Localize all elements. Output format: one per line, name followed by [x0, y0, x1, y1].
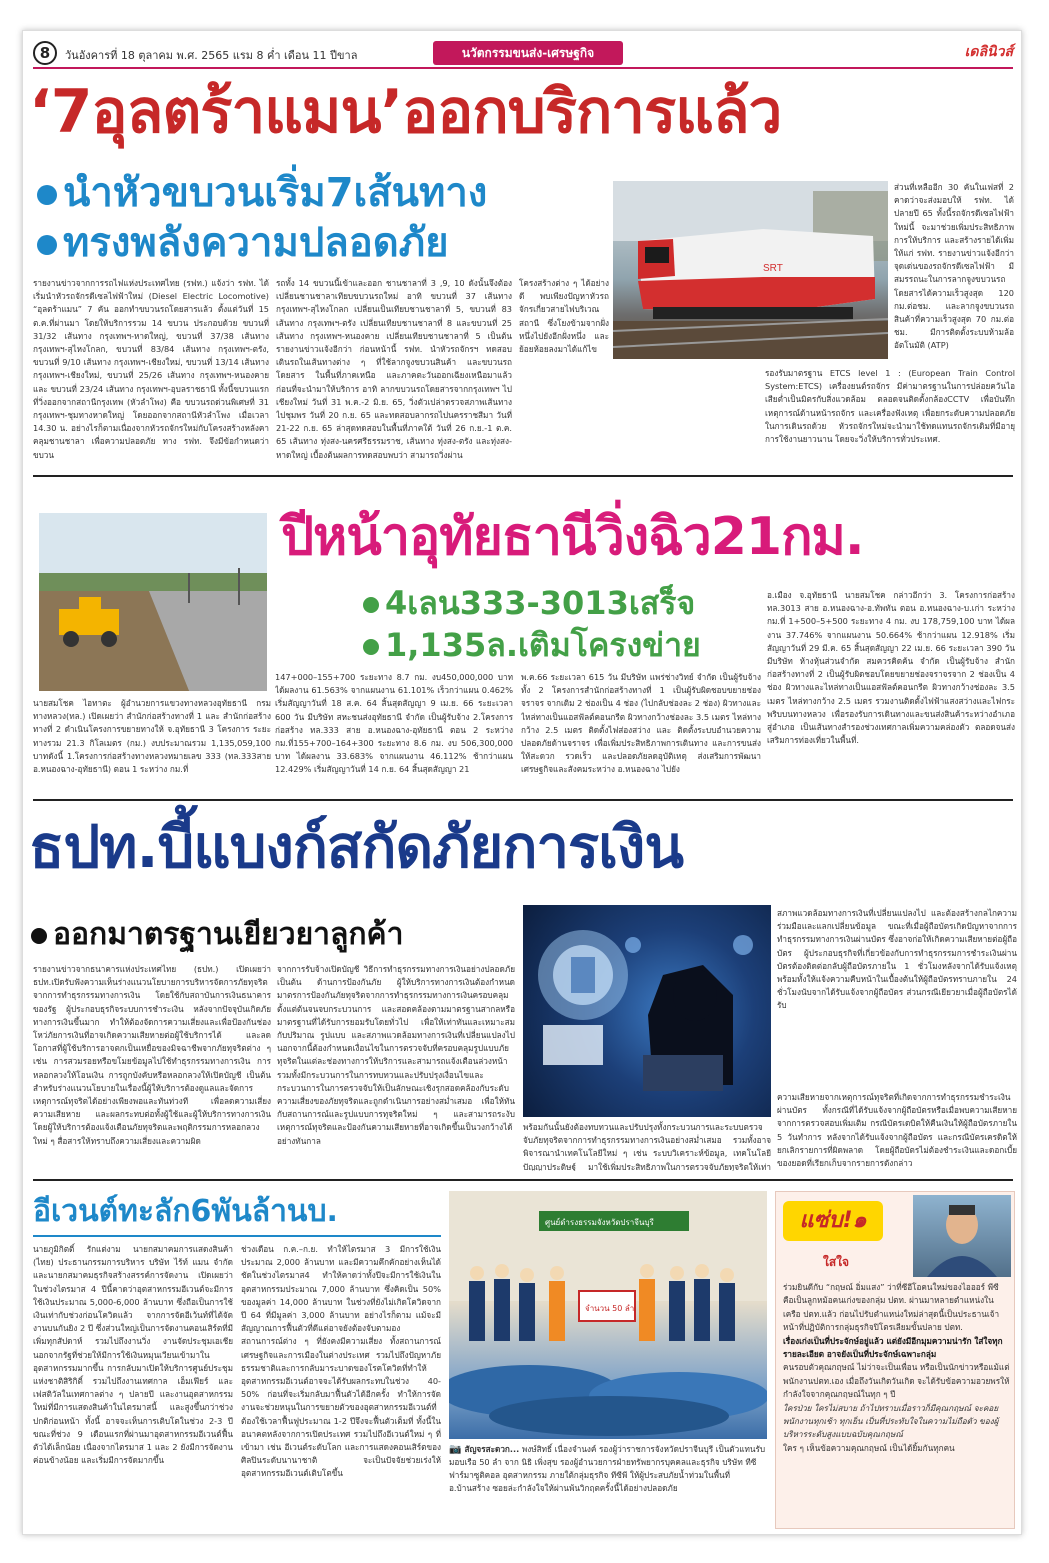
bullet-icon — [37, 185, 57, 205]
date-line: วันอังคารที่ 18 ตุลาคม พ.ศ. 2565 แรม 8 ค่ำ เดือน 11 ปีขาล — [65, 49, 358, 62]
bullet-icon — [31, 928, 47, 944]
photo-caption-lead: สัญจรสะดวก... — [464, 1444, 520, 1454]
story1-column-2: รถทั้ง 14 ขบวนนี้เข้าและออก ชานชาลาที่ 3 ,9, 10 ดังนั้นจึงต้องเปลี่ยนชานชาลาเทียบขบวนรถใหม่ อาทิ ขบวนที่ 37 เส้นทาง กรุงเทพฯ-สุไหงโกลก เปลี่ยนเป็นเทียบชานชาลาที่ 5, ขบวนที่ 83 เส้นทาง กรุงเทพฯ-ตรัง เปลี่ยนเทียบชานชาลาที่ 8 และขบวนที่ 25 เส้นทาง กรุงเทพฯ-หนองคาย เปลี่ยนเทียบชานชาลาที่ 5 เป็นต้น รายงานข่าวแจ้งอีกว่า ก่อนหน้านี้ รฟท. นำหัวรถจักรฯ ทดสอบเดินรถในเส้นทางต่าง ๆ ที่ใช้ลากจูงขบวนสินค้า และขบวนรถโดยสาร ในพื้นที่ภาคเหนือ และภาคตะวันออกเฉียงเหนือมาแล้ว ก่อนที่จะนำมาให้บริการ อาทิ ลากขบวนรถโดยสารจากกรุงเทพฯ ไปเชียงใหม่ วันที่ 31 พ.ค.-2 มิ.ย. 65, วิ่งตัวเปล่าตรวจสภาพเส้นทางไปชุมพร วันที่ 20 ก.ย. 65 และทดสอบลากรถไปนครราชสีมา วันที่ 21-22 ก.ย. 65 ล่าสุดทดสอบในพื้นที่ภาคใต้ วันที่ 26 ก.ย.-1 ต.ค. 65 เส้นทาง ทุ่งสง-นครศรีธรรมราช, เส้นทาง ทุ่งสง-ตรัง และทุ่งสง-หาดใหญ่ เบื้องต้นผลการทดสอบพบว่า สามารถวิ่งผ่าน — [276, 278, 512, 460]
executive-portrait — [913, 1195, 1011, 1277]
story2-column-3: พ.ค.66 ระยะเวลา 615 วัน มีบริษัท แพร่ช่างวิทย์ จำกัด เป็นผู้รับจ้าง ทั้ง 2 โครงการสำนักก่อสร้างทางที่ 1 เป็นผู้รับผิดชอบขยายช่องจราจร จากเดิม 2 ช่องเป็น 4 ช่อง (ไปกลับช่องละ 2 ช่อง) ผิวทางและไหล่ทางเป็นแอสฟัลต์คอนกรีต ผิวทางกว้างช่องละ 3.5 เมตร ไหล่ทางกว้าง 2.5 เมตร ติดตั้งไฟส่องสว่าง และ ติดตั้งระบบอำนวยความปลอดภัยด้านจราจร เพื่อเพิ่มประสิทธิภาพการเดินทาง และการขนส่งให้สะดวก รวดเร็ว และปลอดภัยลดอุบัติเหตุ ส่งเสริมการพัฒนาเศรษฐกิจและสังคมระหว่าง อ.หนองฉาง ไปยัง — [521, 672, 761, 775]
loco-label: SRT — [763, 263, 783, 274]
story2-column-4: อ.เมือง จ.อุทัยธานี นายสมโชค กล่าวอีกว่า 3. โครงการก่อสร้าง ทล.3013 สาย อ.หนองฉาง-อ.ทัพทัน ตอน อ.หนองฉาง-บ.เก่า ระหว่าง กม.ที่ 1+500–5+500 ระยะทาง 4 กม. งบ 178,759,100 บาท ได้ผลงาน 37.746% จากแผนงาน 50.664% ช้ากว่าแผน 12.918% เริ่มสัญญาวันที่ 29 มี.ค. 65 สิ้นสุดสัญญา 22 เม.ย. 66 ระยะเวลา 390 วัน มีบริษัท ห้างหุ้นส่วนจำกัด สมควรคิดค้น จำกัด เป็นผู้รับจ้าง สำนักก่อสร้างทางที่ 2 เป็นผู้รับผิดชอบโดยขยายช่องจราจรจาก 2 ช่องเป็น 4 ช่อง ผิวทางและไหล่ทางเป็นแอสฟัลต์คอนกรีต ผิวทางกว้างช่องละ 3.5 เมตร ไหล่ทางกว้าง 2.5 เมตร รวมงานติดตั้งไฟฟ้าแสงสว่างและไฟกระพริบบนทางหลวง เพื่อรองรับการเดินทางและขนส่งสินค้าระหว่างอำเภอสู่อำเภอ เป็นเส้นทางสำรองช่วงเทศกาลเพิ่มความคล่องตัว ตลอดจนส่งเสริมการท่องเที่ยวในพื้นที่. — [767, 590, 1015, 746]
story2-subhead-2-text: 1,135ล.เติมโครงข่าย — [385, 626, 701, 664]
story3-column-2: จากการรับจ้างเปิดบัญชี วิธีการทำธุรกรรมทางการเงินอย่างปลอดภัย เป็นต้น ด้านการป้องกันภัย ผู้ให้บริการทางการเงินต้องกำหนดมาตรการป้องกันภัยทุจริตจากการทำธุรกรรมทางการเงินครอบคลุมตั้งแต่ต้นจนจบกระบวนการ และสอดคล้องตามมาตรฐานสากลหรือมาตรฐานที่ได้รับการยอมรับโดยทั่วไป เพื่อให้เท่าทันและเหมาะสมกับปริมาณ รูปแบบ และสภาพแวดล้อมทางการเงินที่เปลี่ยนแปลงไป นอกจากนี้ต้องกำหนดเงื่อนไขในการตรวจจับที่ครอบคลุมรูปแบบภัยทุจริตในแต่ละช่องทางการให้บริการและสามารถแจ้งเตือนล่วงหน้า รวมทั้งมีกระบวนการในการทบทวนและปรับปรุงเงื่อนไขและกระบวนการในการตรวจจับให้เป็นลักษณะเชิงรุกสอดคล้องกับระดับความเสี่ยงของภัยทุจริตและถูกดำเนินการอย่างสม่ำเสมอ เพื่อให้ทันกับสถานการณ์และรูปแบบการทุจริตใหม่ ๆ และสามารถระงับเหตุการณ์ทุจริตและป้องกันความเสียหายที่อาจเกิดขึ้นเป็นวงกว้างได้อย่างทันกาล — [277, 964, 515, 1146]
cyber-fraud-photo — [523, 905, 771, 1117]
story4-column-1: นายภูมิกิตติ์ รักแต่งาม นายกสมาคมการแสดงสินค้า (ไทย) ประธานกรรมการบริหาร บริษัท ไร้ท์ แมน จำกัด และนายกสมาคมธุรกิจสร้างสรรค์การจัดงาน เปิดเผยว่า ในช่วงไตรมาส 4 ปีนี้คาดว่าอุตสาหกรรมอีเวนต์จะมีการใช้เงินประมาณ 5,000-6,000 ล้านบาท ซึ่งถือเป็นการใช้เงินเท่ากับช่วงก่อนโควิดแล้ว จากการจัดอีเว้นท์ที่ได้จัดงานบนกันยิง 2 ปี ซึ่งส่วนใหญ่เป็นการจัดงานคอนเสิร์ตที่มีเพิ่มทุกสัปดาห์ รวมไปถึงงานวิ่ง งานจัดประชุมเอเชียนอกจากรัฐที่ช่วยให้มีการใช้เงินหมุนเวียนเข้ามาในอุตสาหกรรมมากขึ้น การกลับมาเปิดให้บริการศูนย์ประชุมแห่งชาติสิริกิติ์ รวมไปถึงงานเทศกาล เอ็มเฟียร์ และเฟสติวัลในเทศกาลต่าง ๆ ปลายปี และงานอุตสาหกรรมใหม่ที่มีการแสดงสินค้าในไตรมาสนี้ และสูงขึ้นกว่าช่วงปกติก่อนหน้า ทั้งนี้ อาจจะเห็นการเติบโตในช่วง 2-3 ปี ขณะที่ช่วง 9 เดือนแรกที่ผ่านมาอุตสาหกรรมอีเวนต์ฟื้นตัวได้เล็กน้อย เนื่องจากไตรมาส 1 และ 2 ยังมีการจัดงานค่อนข้างน้อย และเริ่มมีการจัดมากขึ้น — [33, 1244, 233, 1466]
story1-subhead-2-text: ทรงพลังความปลอดภัย — [63, 220, 449, 266]
story2-column-2: 147+000–155+700 ระยะทาง 8.7 กม. งบ450,000,000 บาท ได้ผลงาน 61.563% จากแผนงาน 61.101% เร็วกว่าแผน 0.462% เริ่มสัญญาวันที่ 18 ส.ค. 64 สิ้นสุดสัญญา 9 เม.ย. 66 ระยะเวลา 600 วัน มีบริษัท สหะชนส่งอุทัยธานี จำกัด เป็นผู้รับจ้าง 2.โครงการก่อสร้าง ทล.333 สาย อ.หนองฉาง-อุทัยธานี ตอน 2 ระหว่าง กม.ที่155+700–164+300 ระยะทาง 8.6 กม. งบ 506,300,000 บาท ได้ผลงาน 33.683% จากแผนงาน 46.112% ช้ากว่าแผน 12.429% เริ่มสัญญาวันที่ 14 ก.ย. 64 สิ้นสุดสัญญา 21 — [275, 672, 513, 775]
donation-check: จำนวน 50 ลำ — [585, 1304, 635, 1313]
divider — [33, 1179, 1013, 1181]
story4-column-2: ช่วงเดือน ก.ค.–ก.ย. ทำให้ไตรมาส 3 มีการใช้เงินประมาณ 2,000 ล้านบาท และมีความคึกคักอย่างเห็นได้ชัดในช่วงไตรมาส4 ทำให้คาดว่าทั้งปีจะมีการใช้เงินในอุตสาหกรรมประมาณ 7,000 ล้านบาท ซึ่งคิดเป็น 50% ของมูลค่า 14,000 ล้านบาท ในช่วงที่ยังไม่เกิดโควิดจากปี 64 ที่มีมูลค่า 3,000 ล้านบาท อย่างไรก็ตาม แม้จะมีสัญญาณการฟื้นตัวที่ดีแต่อาจยังต้องจับตามองสถานการณ์ต่าง ๆ ที่ยังคงมีความเสี่ยง ทั้งสถานการณ์เศรษฐกิจและการเมืองในต่างประเทศ รวมไปถึงปัญหาภัยธรรมชาติและการกลับมาระบาดของโรคโควิดที่ทำให้อุตสาหกรรมอีเวนต์อาจจะได้รับผลกระทบในช่วง 40-50% ก่อนที่จะเริ่มกลับมาฟื้นตัวได้อีกครั้ง ทำให้การจัดงานจะช่วยหนุนในการขยายตัวของอุตสาหกรรมอีเวนต์ที่ต้องใช้เวลาฟื้นฟูประมาณ 1-2 ปีจึงจะฟื้นตัวเต็มที่ ทั้งนี้ในอนาคตหลังจากการเปิดประเทศ รวมไปถึงอีเวนต์ใหม่ ๆ ที่เข้ามา เช่น อีเวนต์ระดับโลก และการแสดงคอนเสิร์ตของศิลปินระดับนานาชาติ จะเป็นปัจจัยช่วยเร่งให้อุตสาหกรรมอีเวนต์เติบโตขึ้น — [241, 1244, 441, 1479]
story3-column-1: รายงานข่าวจากธนาคารแห่งประเทศไทย (ธปท.) เปิดเผยว่า ธปท.เปิดรับฟังความเห็นร่างแนวนโยบายการบริหารจัดการภัยทุจริตจากการทำธุรกรรมทางการเงิน โดยใช้กับสถาบันการเงินธนาคารของรัฐ ผู้ประกอบธุรกิจระบบการชำระเงิน หลังจากปัจจุบันเกิดภัยทางการเงินขึ้นมาก ทำให้ต้องจัดการความเสี่ยงและเพื่อป้องกันช่องโหว่ภัยการเงินที่อาจเกิดความเสียหายต่อผู้ใช้บริการได้ และลดโอกาสที่ผู้ใช้บริการอาจตกเป็นเหยื่อของมิจฉาชีพจากภัยทุจริตต่าง ๆ เช่น การสวมรอยหรือขโมยข้อมูลไปใช้ทำธุรกรรมทางการเงิน การหลอกลวงให้โอนเงิน การถูกบังคับหรือหลอกลวงให้เปิดบัญชี เป็นต้น สำหรับร่างแนวนโยบายในเรื่องนี้ผู้ให้บริการต้องดูแลและจัดการเหตุการณ์ทุจริตได้อย่างเพียงพอและทันท่วงที เพื่อลดความเสี่ยง ความเสียหาย และผลกระทบต่อทั้งผู้ใช้และผู้ให้บริการทางการเงิน โดยผู้ให้บริการต้องแจ้งเตือนภัยทุจริตและพฤติกรรมการหลอกลวงใหม่ ๆ สื่อสารให้ทราบถึงความเสี่ยงและความผิด — [33, 964, 271, 1146]
story1-column-3a: โครงสร้างต่าง ๆ ได้อย่างดี พบเพียงปัญหาหัวรถจักรเกี่ยวสายไฟบริเวณสถานี ซึ่งโยงข้ามจากฝั่งหนึ่งไปยังอีกฝั่งหนึ่ง และย้อยห้อยลงมาได้แก้ไข — [519, 278, 609, 355]
road-construction-photo — [39, 513, 267, 691]
bullet-icon — [37, 235, 57, 255]
column-logo: แซ่บ!๑ — [783, 1201, 883, 1241]
story2-column-1: นายสมโชค ไอทาตะ ผู้อำนวยการแขวงทางหลวงอุทัยธานี กรมทางหลวง(ทล.) เปิดเผยว่า สำนักก่อสร้างทางที่ 1 และ สำนักก่อสร้างทางที่ 2 ดำเนินโครงการขยายทางให้ จ.อุทัยธานี 3 โครงการ ระยะทางรวม 21.3 กิโลเมตร (กม.) งบประมาณรวม 1,135,059,100 บาทดังนี้ 1.โครงการก่อสร้างทางหลวงหมายเลข 333 (ทล.333สาย อ.หนองฉาง-อุทัยธานี) ตอน 1 ระหว่าง กม.ที่ — [33, 698, 271, 775]
column-italic: ใครป่วย ใครไม่สบาย ถ้าไปทราบเมื่อราวก็มีคุณกฤษณ์ จะคอยพนักงานทุกเช้า ทุกเย็น เป็นที่ประทับใจในความไม่ถือตัว ของผู้บริหารระดับสูงแบบฉบับคุณกฤษณ์ — [783, 1402, 999, 1440]
page-number: 8 — [33, 41, 57, 65]
masthead — [33, 41, 1013, 69]
story2-subhead-1-text: 4เลน333-3013เสร็จ — [385, 584, 696, 622]
story3-headline: ธปท.บี้แบงก์สกัดภัยการเงิน — [29, 813, 683, 881]
newspaper-logo: เดลินิวส์ — [964, 44, 1013, 60]
story3-column-4a: สภาพแวดล้อมทางการเงินที่เปลี่ยนแปลงไป และต้องสร้างกลไกความร่วมมือและแลกเปลี่ยนข้อมูล ขณะที่เมื่อผู้ถือบัตรเกิดปัญหาจากการทำธุรกรรมทางการเงินผ่านบัตร ซึ่งอาจก่อให้เกิดความเสียหายต่อผู้ถือบัตร ผู้ประกอบธุรกิจที่เกี่ยวข้องกับการทำธุรกรรมการชำระเงินผ่านบัตรต้องติดต่อกลับผู้ถือบัตรภายใน 1 ชั่วโมงหลังจากได้รับแจ้งเหตุ พร้อมทั้งให้แจ้งความคืบหน้าในเบื้องต้นให้ผู้ถือบัตรทราบภายใน 24 ชั่วโมงนับจากได้รับแจ้งจากผู้ถือบัตร ส่วนกรณีเยียวยาเมื่อผู้ถือบัตรได้รับ — [777, 908, 1017, 1011]
divider — [33, 799, 1013, 801]
story1-column-1: รายงานข่าวจากการรถไฟแห่งประเทศไทย (รฟท.) แจ้งว่า รฟท. ได้เริ่มนำหัวรถจักรดีเซลไฟฟ้าใหม่ (Diesel Electric Locomotive) “อุลตร้าแมน” 7 คัน ออกทำขบวนรถโดยสารแล้ว ตั้งแต่วันที่ 15 ต.ค.ที่ผ่านมา โดยให้บริการรวม 14 ขบวน ประกอบด้วย ขบวนที่ 31/32 เส้นทาง กรุงเทพฯ-หาดใหญ่, ขบวนที่ 37/38 เส้นทาง กรุงเทพฯ-สุไหงโกลก, ขบวนที่ 83/84 เส้นทาง กรุงเทพฯ-ตรัง, ขบวนที่ 9/10 เส้นทาง กรุงเทพฯ-เชียงใหม่, ขบวนที่ 13/14 เส้นทาง กรุงเทพฯ-เชียงใหม่, ขบวนที่ 25/26 เส้นทาง กรุงเทพฯ-หนองคาย และ ขบวนที่ 23/24 เส้นทาง กรุงเทพฯ-อุบลราชธานี ทั้งนี้ขบวนแรกที่วิ่งออกจากสถานีกรุงเทพ (หัวลำโพง) คือ ขบวนรถด่วนพิเศษที่ 31 กรุงเทพฯ-ชุมทางหาดใหญ่ โดยออกจากสถานีหัวลำโพง เมื่อเวลา 14.30 น. อย่างไรก็ตามเนื่องจากหัวรถจักรใหม่กับโครงสร้างหลังคาคลุมชานชาลา เพื่อความปลอดภัย ทาง รฟท. จึงมีข้อกำหนดว่าขบวน — [33, 278, 269, 460]
story1-column-4a: ส่วนที่เหลืออีก 30 คันในเฟสที่ 2 คาดว่าจะส่งมอบให้ รฟท. ได้ปลายปี 65 ทั้งนี้รถจักรดีเซลไฟฟ้าใหม่นี้ จะมาช่วยเพิ่มประสิทธิภาพการให้บริการ และสร้างรายได้เพิ่มให้แก่ รฟท. รายงานข่าวแจ้งอีกว่า จุดเด่นของรถจักรดีเซลไฟฟ้า มีสมรรถนะในการลากจูงขบวนรถโดยสารได้ความเร็วสูงสุด 120 กม.ต่อชม. และลากจูงขบวนรถสินค้าที่ความเร็วสูงสุด 70 กม.ต่อ ชม. มีการติดตั้งระบบห้ามล้อ อัตโนมัติ (ATP) — [894, 182, 1014, 351]
story3-column-3: พร้อมกันนั้นยังต้องทบทวนและปรับปรุงทั้งกระบวนการและระบบตรวจจับภัยทุจริตจากการทำธุรกรรมทางการเงินอย่างสม่ำเสมอ รวมทั้งอาจพิจารณานำเทคโนโลยีใหม่ ๆ เช่น ระบบวิเคราะห์ข้อมูล, เทคโนโลยีปัญญาประดิษฐ์ มาใช้เพิ่มประสิทธิภาพในการตรวจจับภัยทุจริตให้เท่า — [523, 1122, 771, 1171]
column-text — [783, 1281, 1011, 1525]
column-intro: ร่วมยินดีกับ “กฤษณ์ อิ่มแสง” ว่าที่ซีอีโอคนใหม่ของไอออร์ พีซี คือเป็นลูกหม้อคนเก่งของกลุ่ม ปตท. ผ่านมาหลายตำแหน่งในเครือ ปตท.แล้ว ก่อนไปรับตำแหน่งใหม่ล่าสุดนี้เป็นประธานเจ้าหน้าที่ปฏิบัติการกลุ่มธุรกิจปิโตรเลียมขั้นปลาย ปตท. — [783, 1282, 1000, 1333]
story1-subhead-1-text: นำหัวขบวนเริ่ม7เส้นทาง — [63, 170, 488, 216]
column-end: ใคร ๆ เห็นข้อความคุณกฤษณ์ เป็นได้ยิ้มกันทุกคน — [783, 1442, 955, 1453]
locomotive-photo — [613, 181, 888, 359]
headline-underline — [33, 1235, 441, 1237]
camera-icon: 📷 — [449, 1444, 462, 1455]
bullet-icon — [363, 597, 379, 613]
bullet-icon — [363, 639, 379, 655]
story3-column-4b: ความเสียหายจากเหตุการณ์ทุจริตที่เกิดจากการทำธุรกรรมชำระเงินผ่านบัตร ทั้งกรณีที่ได้รับแจ้งจากผู้ถือบัตรหรือเมื่อพบความเสียหายจากการตรวจสอบเพิ่มเติม กรณีบัตรเดบิตให้คืนเงินให้ผู้ถือบัตรภายใน 5 วันทำการ หลังจากได้รับแจ้งจากผู้ถือบัตร และกรณีบัตรเครดิตให้ยกเลิกรายการที่ผิดพลาด โดยผู้ถือบัตรไม่ต้องชำระเงินและดอกเบี้ยของยอดที่เรียกเก็บจากรายการดังกล่าว — [777, 1092, 1017, 1169]
divider — [33, 475, 1013, 477]
story4-headline: อีเวนต์ทะลัก6พันล้านบ. — [33, 1194, 338, 1229]
story1-subhead-1 — [37, 169, 487, 217]
story2-subhead-2 — [363, 625, 701, 665]
story3-subhead — [31, 915, 403, 955]
story2-headline: ปีหน้าอุทัยธานีวิ่งฉิว21กม. — [281, 507, 864, 567]
column-bold: เรื่องเก่งเป็นที่ประจักษ์อยู่แล้ว แต่ยังมีอีกมุมความน่ารัก ใส่ใจทุกรายละเอียด อาจยังเป็นที่ประจักษ์เฉพาะกลุ่ม — [783, 1335, 1003, 1360]
story1-headline: ‘7อุลตร้าแมน’ออกบริการแล้ว — [29, 77, 782, 147]
photo-caption-text: พงษ์สิทธิ์ เนื่องจำนงค์ รองผู้ว่าราชการจังหวัดปราจีนบุรี เป็นตัวแทนรับมอบเรือ 50 ลำ จาก นิธิ เพิ่งสุข รองผู้อำนวยการฝ่ายทรัพยากรบุคคลและธุรกิจ บริษัท ทีซี ฟาร์มาซูติคอล อุตสาหกรรม ภายใต้กลุ่มธุรกิจ ทีซีพี ให้ผู้ประสบภัยน้ำท่วมในพื้นที่ อ.บ้านสร้าง ซอยล่ะกำลังใจให้ผ่านพ้นวิกฤตครั้งนี้ได้อย่างปลอดภัย — [449, 1444, 766, 1493]
newspaper-page — [22, 30, 1022, 1535]
column-body: คนรอบตัวคุณกฤษณ์ ไม่ว่าจะเป็นเพื่อน หรือเป็นนักข่าวหรือแม้แต่พนักงานปตท.เอง เมื่อถึงวันเกิดวันเกิด จะได้รับข้อความอวยพรให้กำลังใจจากคุณกฤษณ์ในทุก ๆ ปี — [783, 1362, 1010, 1400]
section-banner: นวัตกรรมขนส่ง-เศรษฐกิจ — [433, 41, 623, 65]
story2-subhead-1 — [363, 583, 695, 623]
phone-screen-icon — [543, 1025, 603, 1065]
photo-banner: ศูนย์ดำรงธรรมจังหวัดปราจีนบุรี — [545, 1218, 654, 1227]
column-byline: ใสใจ — [823, 1255, 850, 1269]
story1-column-3b — [519, 367, 757, 469]
story1-column-4b: รองรับมาตรฐาน ETCS level 1 : (European Train Control System:ETCS) เครื่องยนต์รถจักร มีค่ามาตรฐานในการปล่อยควันไอเสียต่ำเป็นมิตรกับสิ่งแวดล้อม ตลอดจนติดตั้งกล้องCCTV เพื่อบันทึกเหตุการณ์ด้านหน้ารถจักร และเครื่องฟังเหตุ เพื่อยกระดับความปลอดภัยในการเดินรถด้วย หัวรถจักรใหม่จะนำมาใช้ทดแทนรถจักรเดิมที่มีอายุการใช้งานยาวนาน โดยจะวิ่งให้บริการทั่วประเทศ. — [765, 368, 1015, 445]
donation-ceremony-photo — [449, 1191, 767, 1439]
story3-subhead-text: ออกมาตรฐานเยียวยาลูกค้า — [53, 917, 404, 952]
photo-caption — [449, 1443, 767, 1529]
story1-subhead-2 — [37, 219, 449, 267]
